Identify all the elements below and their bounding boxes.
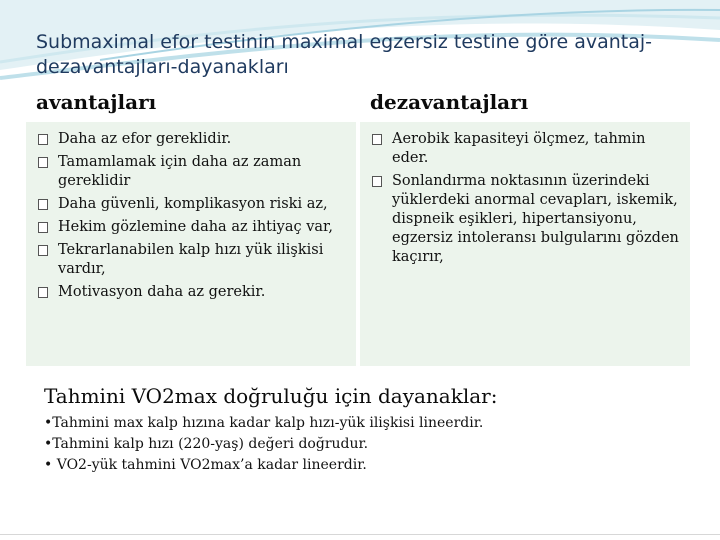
advantages-panel	[26, 122, 356, 366]
advantage-text: Tamamlamak için daha az zaman gereklidir	[58, 154, 302, 189]
disadvantage-text: Aerobik kapasiteyi ölçmez, tahmin eder.	[392, 131, 646, 166]
disadvantages-heading: dezavantajları	[370, 90, 529, 114]
disadvantages-list	[360, 122, 690, 267]
assumption-item: • VO2-yük tahmini VO2max’a kadar lineerdir.	[44, 457, 367, 473]
advantage-text: Motivasyon daha az gerekir.	[58, 284, 266, 300]
list-item	[38, 218, 348, 237]
advantages-list	[26, 122, 356, 302]
list-item	[38, 195, 348, 214]
checkbox-bullet-icon	[38, 134, 48, 145]
advantage-text: Daha güvenli, komplikasyon riski az,	[58, 196, 328, 212]
checkbox-bullet-icon	[38, 157, 48, 168]
disadvantages-panel	[360, 122, 690, 366]
list-item	[372, 130, 682, 168]
checkbox-bullet-icon	[38, 199, 48, 210]
list-item	[38, 241, 348, 279]
advantage-text: Daha az efor gereklidir.	[58, 131, 232, 147]
slide-title: Submaximal efor testinin maximal egzersiz testine göre avantaj-dezavantajları-dayanakları	[36, 31, 653, 78]
advantage-text: Tekrarlanabilen kalp hızı yük ilişkisi vardır,	[58, 242, 324, 277]
checkbox-bullet-icon	[38, 222, 48, 233]
list-item	[38, 283, 348, 302]
checkbox-bullet-icon	[372, 176, 382, 187]
advantage-text: Hekim gözlemine daha az ihtiyaç var,	[58, 219, 333, 235]
checkbox-bullet-icon	[38, 245, 48, 256]
assumption-item: •Tahmini kalp hızı (220-yaş) değeri doğrudur.	[44, 436, 369, 452]
assumptions-heading: Tahmini VO2max doğruluğu için dayanaklar:	[44, 384, 498, 408]
list-item	[372, 172, 682, 267]
list-item	[38, 153, 348, 191]
checkbox-bullet-icon	[372, 134, 382, 145]
assumption-item: •Tahmini max kalp hızına kadar kalp hızı-yük ilişkisi lineerdir.	[44, 415, 484, 431]
list-item	[38, 130, 348, 149]
checkbox-bullet-icon	[38, 287, 48, 298]
disadvantage-text: Sonlandırma noktasının üzerindeki yüklerdeki anormal cevapları, iskemik, dispneik eşikleri, hipertansiyonu, egzersiz intoleransı bulgularını gözden kaçırır,	[392, 173, 679, 265]
assumptions-list	[44, 413, 684, 476]
advantages-heading: avantajları	[36, 90, 157, 114]
bottom-divider	[0, 534, 720, 535]
